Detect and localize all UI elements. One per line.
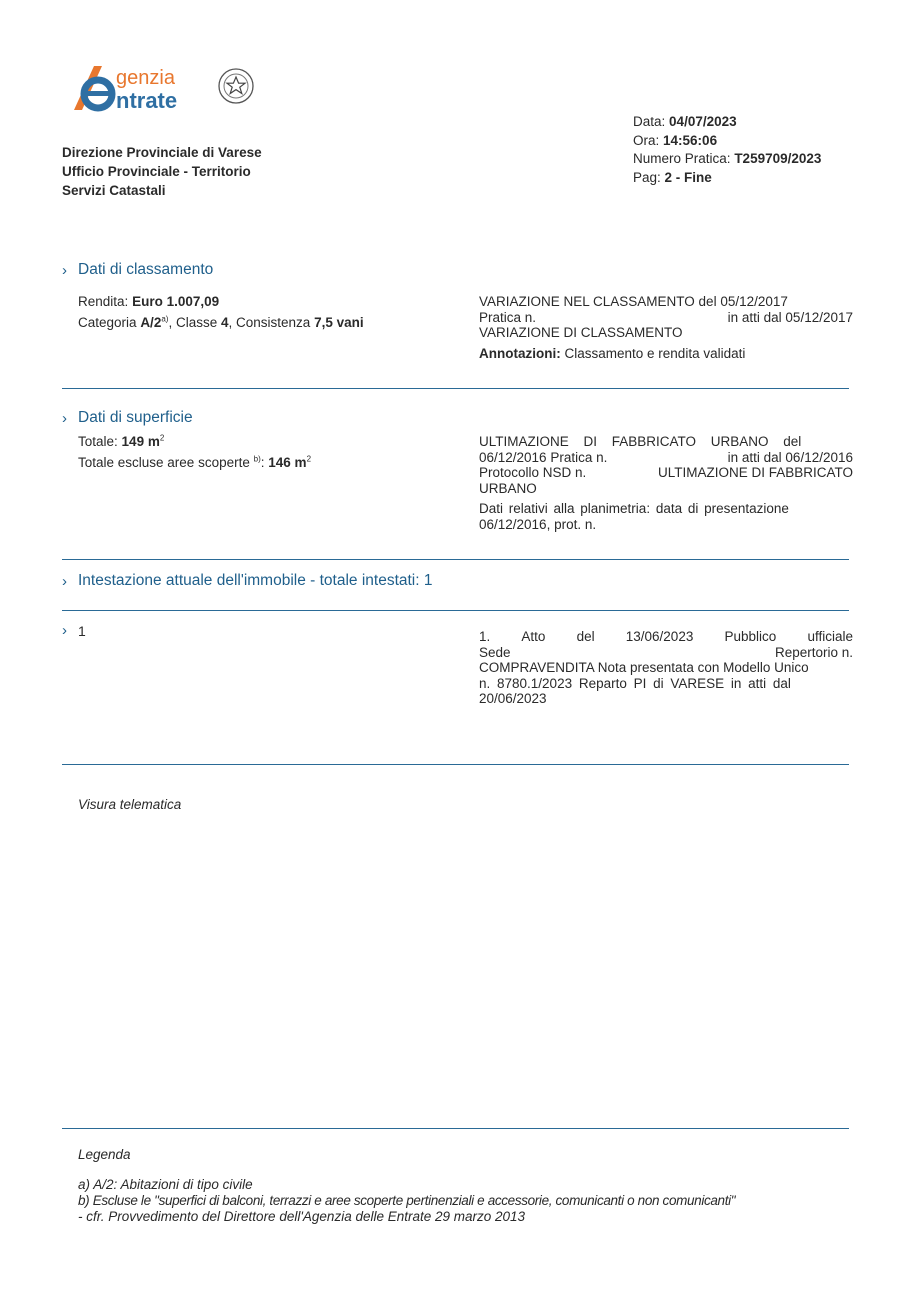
legenda-line-a: a) A/2: Abitazioni di tipo civile: [78, 1177, 253, 1192]
divider: [62, 559, 849, 560]
divider: [62, 610, 849, 611]
legenda-line-b: b) Escluse le "superfici di balconi, terrazzi e aree scoperte pertinenziali e accessorie, comunicanti o non comunicanti": [78, 1193, 736, 1208]
chevron-right-icon: ›: [62, 409, 67, 427]
classamento-left: [78, 291, 364, 333]
visura-telematica-note: Visura telematica: [78, 797, 182, 812]
rendita-line: Rendita: Euro 1.007,09: [78, 294, 220, 309]
atto-line: 1. Atto del 13/06/2023 Pubblico ufficiale: [479, 629, 853, 644]
chevron-right-icon: ›: [62, 622, 67, 639]
logo-word-genzia: genzia: [116, 67, 175, 89]
variazione-line: VARIAZIONE NEL CLASSAMENTO del 05/12/2017: [479, 294, 788, 309]
office-line-servizi: Servizi Catastali: [62, 183, 166, 198]
divider: [62, 1128, 849, 1129]
logo-word-ntrate: ntrate: [116, 88, 178, 113]
annotazioni-line: Annotazioni: Classamento e rendita validati: [479, 345, 746, 361]
legenda-line-c: - cfr. Provvedimento del Direttore dell'Agenzia delle Entrate 29 marzo 2013: [78, 1209, 526, 1224]
meta-date: Data: 04/07/2023: [633, 114, 737, 129]
agenzia-entrate-logo: [68, 62, 263, 114]
intestazione-right: 1. Atto del 13/06/2023 Pubblico ufficiale Sede Repertorio n. COMPRAVENDITA Nota presentata con Modello Unico n. 8780.1/2023 Reparto PI di VARESE in atti dal 20/06/2023: [479, 629, 853, 706]
chevron-right-icon: ›: [62, 261, 67, 279]
escluse-line: Totale escluse aree scoperte $^{b)}$: 146 $m^2$: [78, 454, 312, 470]
superficie-left: [78, 431, 311, 473]
owner-item: › 1: [62, 622, 86, 639]
office-line-ufficio: Ufficio Provinciale - Territorio: [62, 164, 251, 179]
meta-page: Pag: 2 - Fine: [633, 169, 712, 185]
section-title-classamento: › Dati di classamento: [62, 261, 214, 279]
chevron-right-icon: ›: [62, 572, 67, 590]
office-line-direzione: Direzione Provinciale di Varese: [62, 145, 262, 160]
divider: [62, 388, 849, 389]
document-meta: [633, 113, 821, 187]
section-title-superficie: › Dati di superficie: [62, 409, 193, 427]
meta-practice-number: Numero Pratica: T259709/2023: [633, 151, 822, 166]
superficie-right: ULTIMAZIONE DI FABBRICATO URBANO del 06/12/2016 Pratica n. in atti dal 06/12/2016 Protocollo NSD n. ULTIMAZIONE DI FABBRICATO URBANO Dati relativi alla planimetria: data di presentazione 06/12/2016, prot. n.: [479, 434, 853, 532]
divider: [62, 764, 849, 765]
totale-line: Totale: 149 $m^2$: [78, 433, 165, 449]
meta-time: Ora: 14:56:06: [633, 132, 718, 148]
legenda-title: Legenda: [78, 1147, 131, 1162]
italian-emblem-icon: [219, 69, 253, 103]
section-title-intestazione: › Intestazione attuale dell'immobile - totale intestati: 1: [62, 572, 433, 590]
categoria-line: Categoria A/2$^{a)}$, Classe 4, Consistenza 7,5 vani: [78, 314, 364, 330]
classamento-right: VARIAZIONE NEL CLASSAMENTO del 05/12/2017 Pratica n. in atti dal 05/12/2017 VARIAZIONE DI CLASSAMENTO Annotazioni: Classamento e rendita validati: [479, 294, 853, 361]
office-block: [62, 143, 262, 200]
